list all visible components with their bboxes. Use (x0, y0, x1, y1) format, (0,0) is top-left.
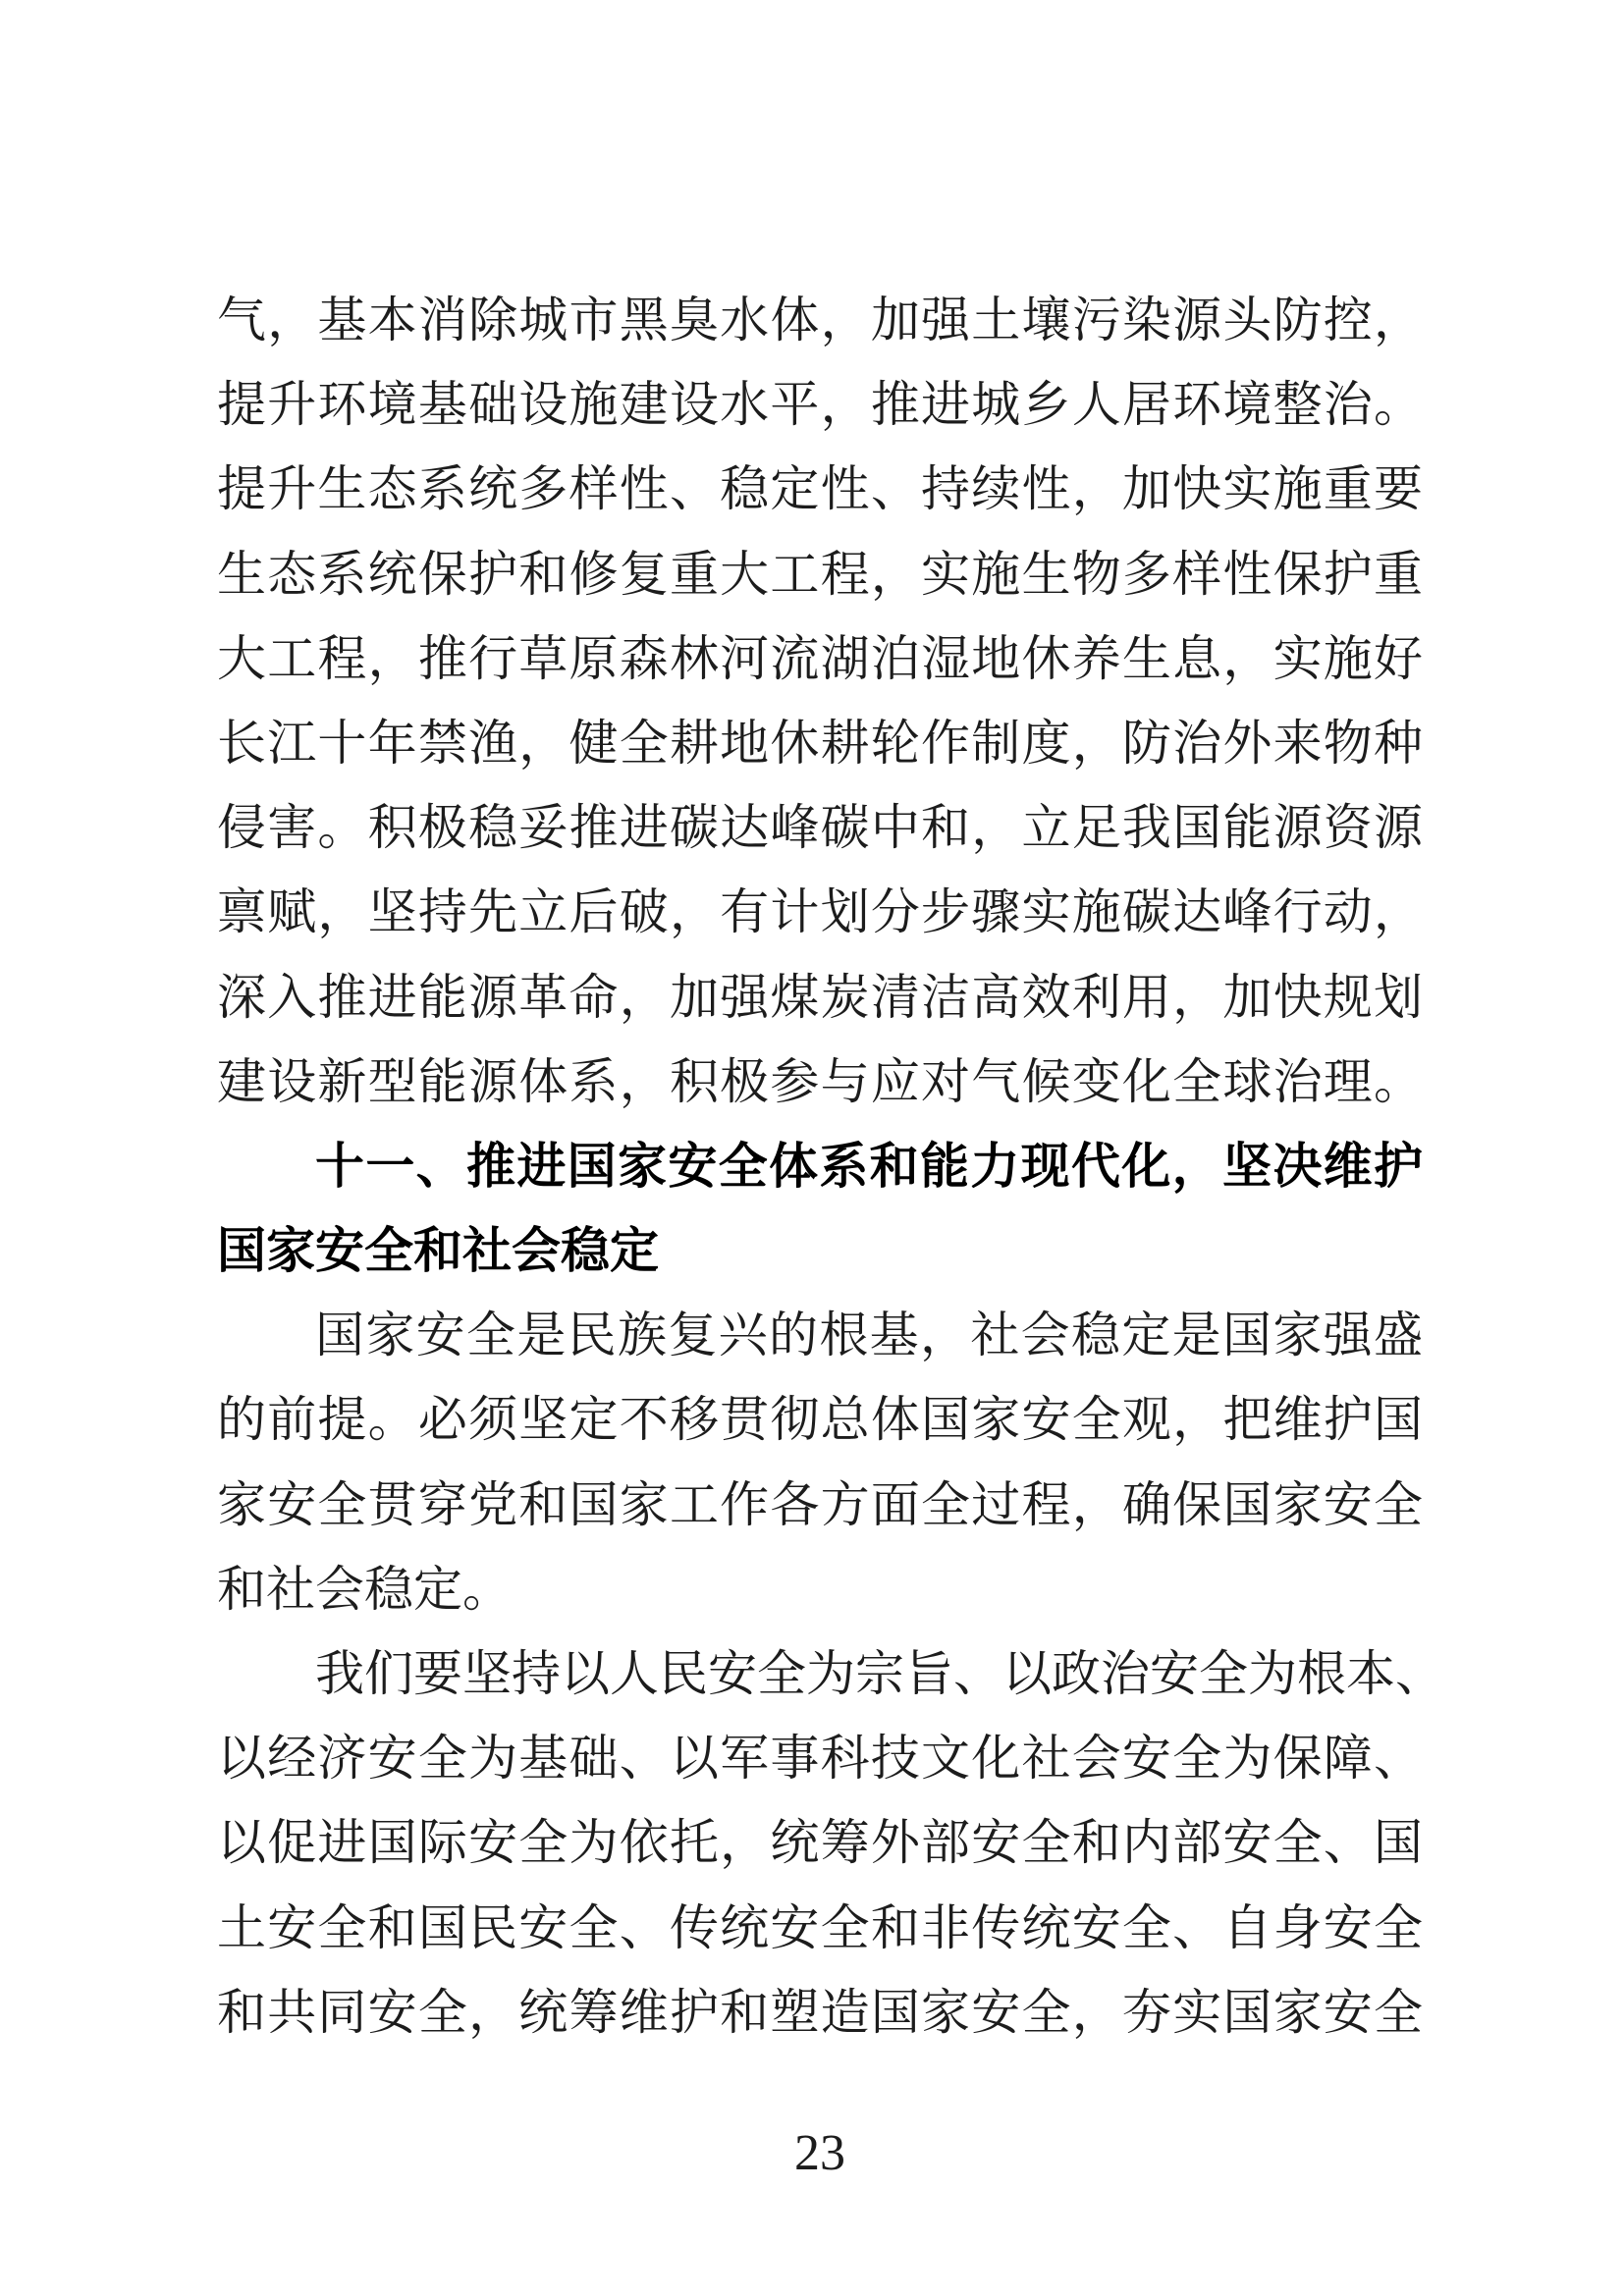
text-line: 家安全贯穿党和国家工作各方面全过程，确保国家安全 (217, 1476, 1423, 1532)
page-text (217, 278, 1444, 2055)
text-line: 提升环境基础设施建设水平，推进城乡人居环境整治。 (217, 377, 1423, 433)
section-heading-line: 十一、推进国家安全体系和能力现代化，坚决维护 (315, 1138, 1423, 1194)
text-line: 我们要坚持以人民安全为宗旨、以政治安全为根本、 (315, 1646, 1444, 1701)
text-line: 和共同安全，统筹维护和塑造国家安全，夯实国家安全 (217, 1984, 1423, 2040)
text-line: 土安全和国民安全、传统安全和非传统安全、自身安全 (217, 1899, 1423, 1955)
text-line: 以促进国际安全为依托，统筹外部安全和内部安全、国 (217, 1815, 1423, 1871)
text-line: 侵害。积极稳妥推进碳达峰碳中和，立足我国能源资源 (217, 800, 1423, 856)
text-line: 提升生态系统多样性、稳定性、持续性，加快实施重要 (217, 461, 1423, 517)
text-line: 禀赋，坚持先立后破，有计划分步骤实施碳达峰行动， (217, 884, 1423, 940)
text-line: 的前提。必须坚定不移贯彻总体国家安全观，把维护国 (217, 1392, 1423, 1448)
section-heading-line: 国家安全和社会稳定 (217, 1223, 659, 1279)
text-line: 和社会稳定。 (217, 1561, 512, 1617)
text-line: 深入推进能源革命，加强煤炭清洁高效利用，加快规划 (217, 969, 1423, 1025)
text-line: 以经济安全为基础、以军事科技文化社会安全为保障、 (217, 1731, 1423, 1787)
text-line: 建设新型能源体系，积极参与应对气候变化全球治理。 (217, 1053, 1423, 1109)
text-line: 气，基本消除城市黑臭水体，加强土壤污染源头防控， (217, 293, 1423, 347)
text-line: 长江十年禁渔，健全耕地休耕轮作制度，防治外来物种 (217, 715, 1423, 771)
text-line: 大工程，推行草原森林河流湖泊湿地休养生息，实施好 (217, 630, 1423, 686)
page-number: 23 (794, 2125, 845, 2181)
text-line: 生态系统保护和修复重大工程，实施生物多样性保护重 (217, 546, 1423, 602)
text-line: 国家安全是民族复兴的根基，社会稳定是国家强盛 (315, 1308, 1423, 1363)
